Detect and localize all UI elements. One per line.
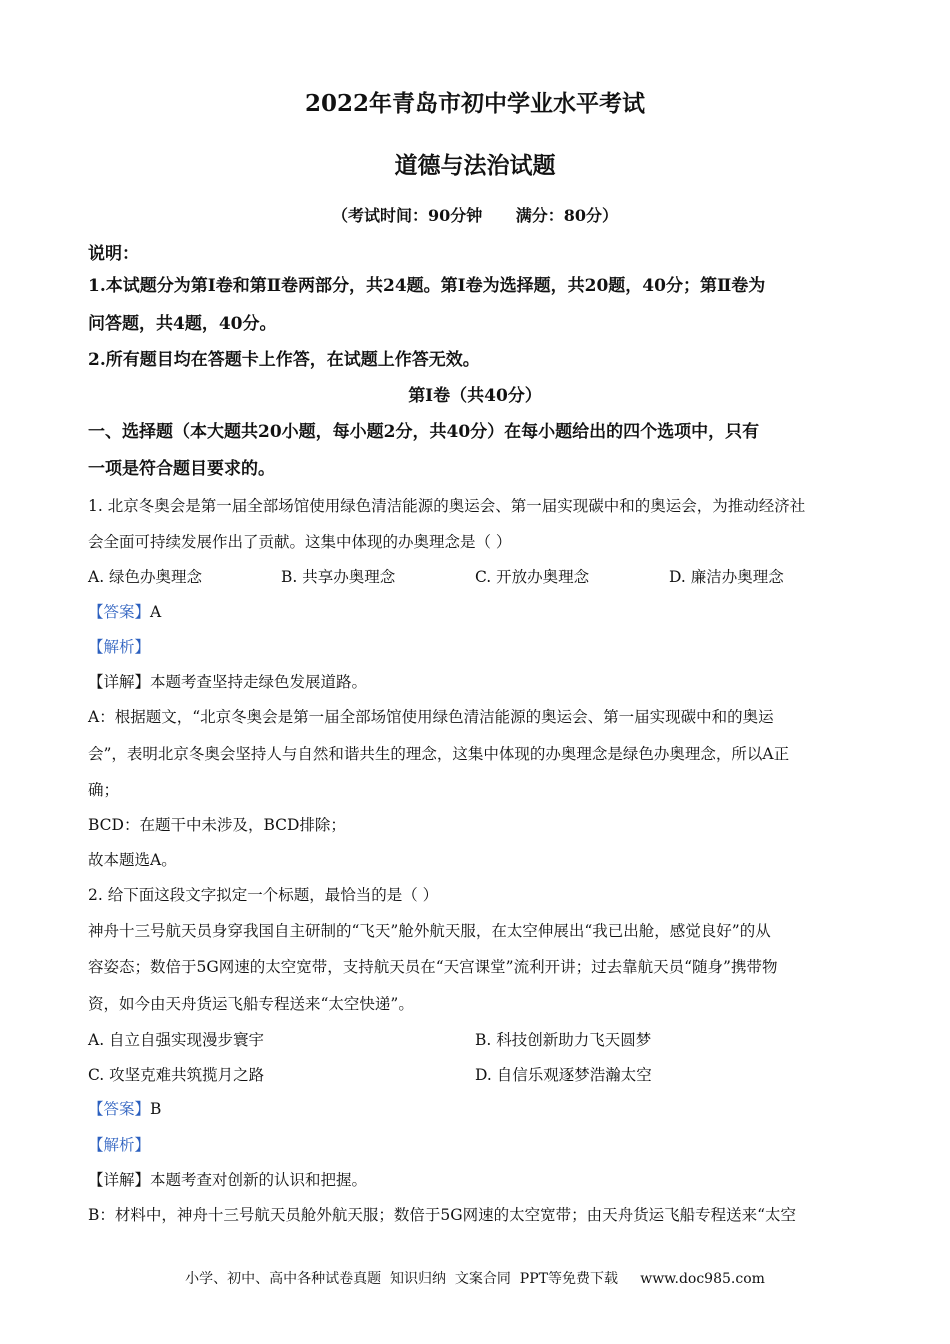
- q1-conclusion: 故本题选A。: [88, 851, 177, 869]
- section-title: 第Ⅰ卷（共40分）: [408, 386, 542, 406]
- instructions-heading: 说明：: [88, 244, 139, 264]
- q2-option-d: D. 自信乐观逐梦浩瀚太空: [475, 1066, 652, 1084]
- q1-detail-text: 本题考查坚持走绿色发展道路。: [150, 673, 368, 691]
- q2-answer-value: B: [150, 1100, 162, 1118]
- instruction-line-1b: 问答题，共4题，40分。: [88, 314, 277, 334]
- section-desc-b: 一项是符合题目要求的。: [88, 459, 275, 479]
- q1-explain-a2: 会”，表明北京冬奥会坚持人与自然和谐共生的理念，这集中体现的办奥理念是绿色办奥理念，所以A正: [88, 745, 790, 763]
- q1-stem-b: 会全面可持续发展作出了贡献。这集中体现的办奥理念是（ ）: [88, 533, 512, 551]
- exam-title: 2022年青岛市初中学业水平考试: [304, 90, 645, 117]
- q1-detail: [88, 671, 367, 693]
- exam-info: （考试时间：90分钟 满分：80分）: [332, 206, 618, 225]
- exam-subtitle: 道德与法治试题: [394, 152, 556, 179]
- instruction-line-2: 2.所有题目均在答题卡上作答，在试题上作答无效。: [88, 350, 480, 370]
- q2-para-a: 神舟十三号航天员身穿我国自主研制的“飞天”舱外航天服，在太空伸展出“我已出舱，感觉良好”的从: [88, 922, 771, 940]
- section-desc-a: 一、选择题（本大题共20小题，每小题2分，共40分）在每小题给出的四个选项中，只有: [88, 422, 760, 442]
- page-footer: 小学、初中、高中各种试卷真题 知识归纳 文案合同 PPT等免费下载 www.doc985.com: [185, 1271, 765, 1287]
- q2-option-b: B. 科技创新助力飞天圆梦: [475, 1031, 652, 1049]
- q1-option-b: B. 共享办奥理念: [281, 568, 396, 586]
- q1-option-a: A. 绿色办奥理念: [88, 568, 203, 586]
- q2-para-c: 资，如今由天舟货运飞船专程送来“太空快递”。: [88, 995, 414, 1013]
- q1-detail-label: 【详解】: [88, 673, 151, 691]
- q1-explain-bcd: BCD：在题干中未涉及，BCD排除；: [88, 816, 346, 834]
- q1-option-d: D. 廉洁办奥理念: [669, 568, 784, 586]
- q1-answer-value: A: [150, 603, 162, 621]
- instruction-line-1a: 1.本试题分为第Ⅰ卷和第Ⅱ卷两部分，共24题。第Ⅰ卷为选择题，共20题，40分；第Ⅱ卷为: [88, 276, 766, 296]
- q2-answer-label: 【答案】: [88, 1100, 151, 1118]
- q1-analysis-label: 【解析】: [88, 638, 151, 656]
- q1-answer: [88, 601, 161, 623]
- q1-answer-label: 【答案】: [88, 603, 151, 621]
- q1-explain-a1: A：根据题文，“北京冬奥会是第一届全部场馆使用绿色清洁能源的奥运会、第一届实现碳中和的奥运: [88, 708, 774, 726]
- q2-answer: [88, 1098, 161, 1120]
- q2-detail-label: 【详解】: [88, 1171, 151, 1189]
- q2-explain-b1: B：材料中，神舟十三号航天员舱外航天服；数倍于5G网速的太空宽带；由天舟货运飞船专程送来“太空: [88, 1206, 797, 1224]
- q2-analysis-label: 【解析】: [88, 1136, 151, 1154]
- q2-detail: [88, 1169, 367, 1191]
- q1-stem-a: 1. 北京冬奥会是第一届全部场馆使用绿色清洁能源的奥运会、第一届实现碳中和的奥运会，为推动经济社: [88, 497, 806, 515]
- q2-para-b: 容姿态；数倍于5G网速的太空宽带，支持航天员在“天宫课堂”流利开讲；过去靠航天员“随身”携带物: [88, 958, 778, 976]
- q2-option-a: A. 自立自强实现漫步寰宇: [88, 1031, 265, 1049]
- q2-stem: 2. 给下面这段文字拟定一个标题，最恰当的是（ ）: [88, 886, 439, 904]
- q2-detail-text: 本题考查对创新的认识和把握。: [150, 1171, 368, 1189]
- q2-option-c: C. 攻坚克难共筑揽月之路: [88, 1066, 265, 1084]
- q1-explain-a3: 确；: [88, 781, 120, 799]
- q1-option-c: C. 开放办奥理念: [475, 568, 590, 586]
